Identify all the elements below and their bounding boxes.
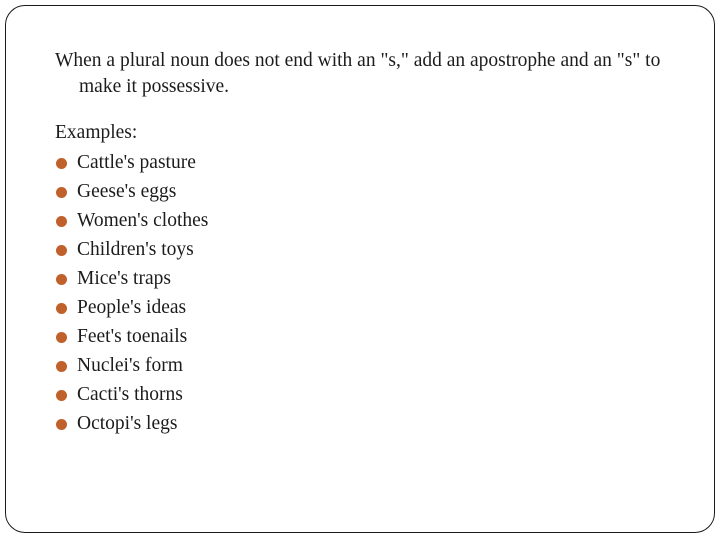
bullet-icon: [56, 390, 67, 401]
example-text: People's ideas: [77, 297, 187, 318]
slide-content: [55, 48, 695, 438]
list-item: [55, 206, 695, 235]
example-text: Women's clothes: [77, 210, 209, 231]
bullet-icon: [56, 274, 67, 285]
bullet-icon: [56, 361, 67, 372]
examples-list: [55, 148, 695, 438]
bullet-icon: [56, 216, 67, 227]
example-text: Children's toys: [77, 239, 194, 260]
bullet-icon: [56, 245, 67, 256]
list-item: [55, 351, 695, 380]
example-text: Cattle's pasture: [77, 152, 196, 173]
bullet-icon: [56, 158, 67, 169]
list-item: [55, 409, 695, 438]
list-item: [55, 148, 695, 177]
bullet-icon: [56, 419, 67, 430]
list-item: [55, 322, 695, 351]
list-item: [55, 235, 695, 264]
list-item: [55, 177, 695, 206]
example-text: Geese's eggs: [77, 181, 177, 202]
bullet-icon: [56, 332, 67, 343]
example-text: Cacti's thorns: [77, 384, 183, 405]
example-text: Mice's traps: [77, 268, 171, 289]
example-text: Feet's toenails: [77, 326, 188, 347]
list-item: [55, 293, 695, 322]
list-item: [55, 264, 695, 293]
bullet-icon: [56, 303, 67, 314]
bullet-icon: [56, 187, 67, 198]
examples-heading: Examples:: [55, 122, 138, 143]
example-text: Nuclei's form: [77, 355, 183, 376]
example-text: Octopi's legs: [77, 413, 178, 434]
intro-text: When a plural noun does not end with an "s," add an apostrophe and an "s" to make it possessive.: [55, 50, 661, 97]
list-item: [55, 380, 695, 409]
